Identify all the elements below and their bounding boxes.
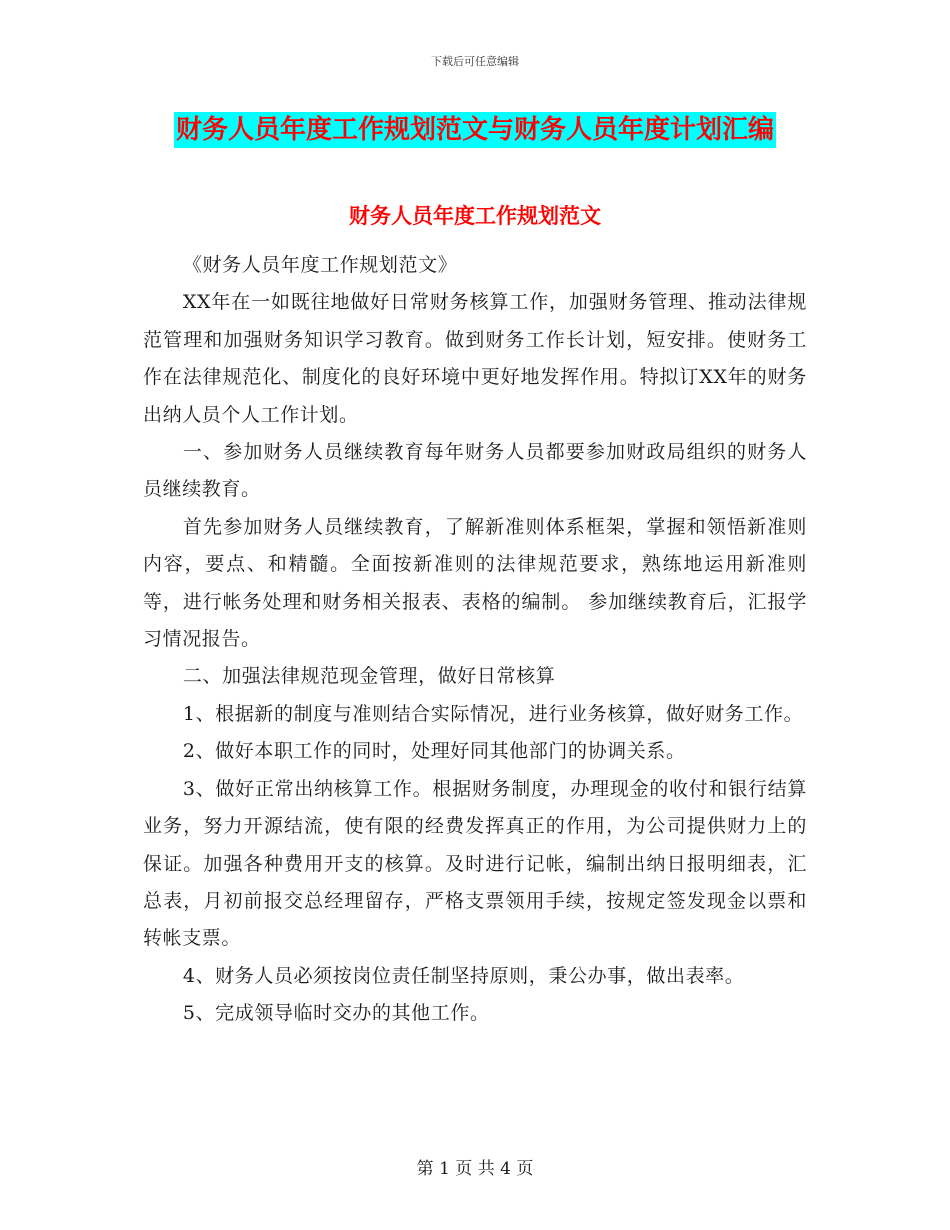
- paragraph: 3、做好正常出纳核算工作。根据财务制度，办理现金的收付和银行结算业务，努力开源结流，使有限的经费发挥真正的作用，为公司提供财力上的保证。加强各种费用开支的核算。及时进行记帐，编制出纳日报明细表，汇总表，月初前报交总经理留存，严格支票领用手续，按规定签发现金以票和转帐支票。: [143, 777, 807, 950]
- paragraph: 《财务人员年度工作规划范文》: [182, 254, 458, 276]
- paragraph: 一、参加财务人员继续教育每年财务人员都要参加财政局组织的财务人员继续教育。: [143, 441, 807, 501]
- paragraph: 首先参加财务人员继续教育，了解新准则体系框架，掌握和领悟新准则内容，要点、和精髓。全面按新准则的法律规范要求，熟练地运用新准则等，进行帐务处理和财务相关报表、表格的编制。 参加继续教育后，汇报学习情况报告。: [143, 515, 807, 651]
- document-title-container: [0, 112, 950, 148]
- document-title: 财务人员年度工作规划范文与财务人员年度计划汇编: [174, 112, 776, 148]
- paragraph: 1、根据新的制度与准则结合实际情况，进行业务核算，做好财务工作。: [182, 702, 804, 725]
- page-header-note: 下载后可任意编辑: [431, 55, 519, 68]
- paragraph: XX年在一如既往地做好日常财务核算工作，加强财务管理、推动法律规范管理和加强财务知识学习教育。做到财务工作长计划，短安排。使财务工作在法律规范化、制度化的良好环境中更好地发挥作用。特拟订XX年的财务出纳人员个人工作计划。: [143, 291, 807, 426]
- paragraph: 二、加强法律规范现金管理，做好日常核算: [182, 665, 556, 688]
- paragraph: 5、完成领导临时交办的其他工作。: [182, 1002, 490, 1025]
- page-number: 第 1 页 共 4 页: [416, 1159, 534, 1179]
- section-title: 财务人员年度工作规划范文: [349, 204, 601, 228]
- paragraph: 2、做好本职工作的同时，处理好同其他部门的协调关系。: [182, 740, 686, 763]
- document-body: [143, 247, 807, 1033]
- paragraph: 4、财务人员必须按岗位责任制坚持原则，秉公办事，做出表率。: [182, 964, 745, 987]
